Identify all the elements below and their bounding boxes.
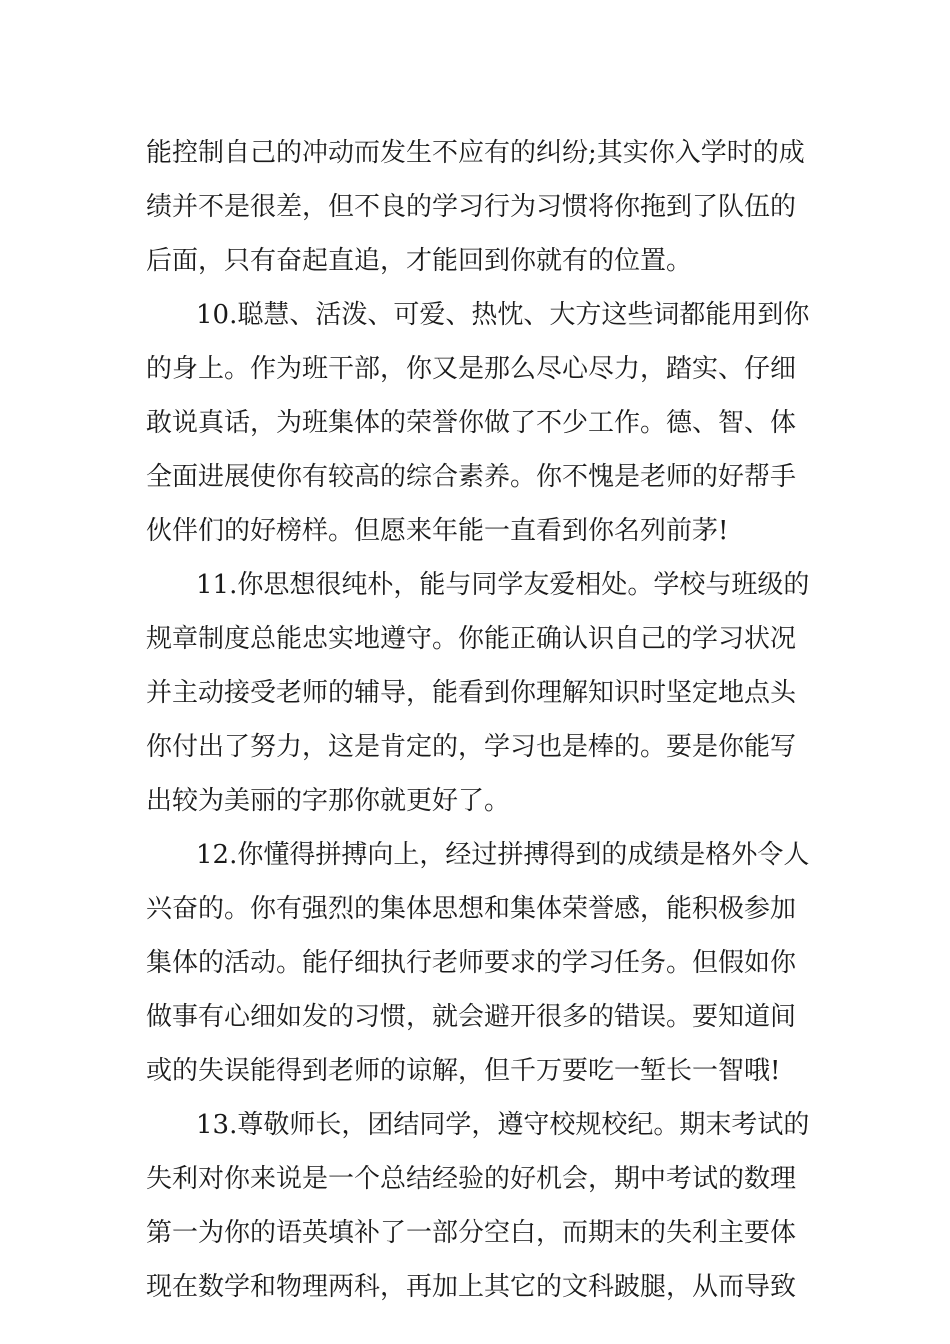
text-line: 敢说真话，为班集体的荣誉你做了不少工作。德、智、体 bbox=[146, 408, 797, 438]
text-line: 并主动接受老师的辅导，能看到你理解知识时坚定地点头 bbox=[146, 678, 797, 708]
paragraph-13-start: 13.尊敬师长，团结同学，遵守校规校纪。期末考试的 bbox=[196, 1110, 810, 1140]
text-line: 后面，只有奋起直追，才能回到你就有的位置。 bbox=[146, 246, 693, 276]
text-line: 出较为美丽的字那你就更好了。 bbox=[146, 786, 511, 816]
paragraph-12-start: 12.你懂得拼搏向上，经过拼搏得到的成绩是格外令人 bbox=[196, 840, 810, 870]
text-line: 集体的活动。能仔细执行老师要求的学习任务。但假如你 bbox=[146, 948, 797, 978]
text-line: 第一为你的语英填补了一部分空白，而期末的失利主要体 bbox=[146, 1218, 797, 1248]
text-line: 你付出了努力，这是肯定的，学习也是棒的。要是你能写 bbox=[146, 732, 797, 762]
text-line: 绩并不是很差，但不良的学习行为习惯将你拖到了队伍的 bbox=[146, 192, 797, 222]
text-line: 的身上。作为班干部，你又是那么尽心尽力，踏实、仔细 bbox=[146, 354, 797, 384]
paragraph-10-start: 10.聪慧、活泼、可爱、热忱、大方这些词都能用到你 bbox=[196, 300, 810, 330]
text-line: 伙伴们的好榜样。但愿来年能一直看到你名列前茅! bbox=[146, 516, 729, 546]
text-line: 做事有心细如发的习惯，就会避开很多的错误。要知道间 bbox=[146, 1002, 797, 1032]
text-line: 现在数学和物理两科，再加上其它的文科跛腿，从而导致 bbox=[146, 1272, 797, 1302]
document-body bbox=[146, 126, 816, 1314]
text-line: 兴奋的。你有强烈的集体思想和集体荣誉感，能积极参加 bbox=[146, 894, 797, 924]
text-line: 全面进展使你有较高的综合素养。你不愧是老师的好帮手 bbox=[146, 462, 797, 492]
paragraph-11-start: 11.你思想很纯朴，能与同学友爱相处。学校与班级的 bbox=[196, 570, 810, 600]
text-line: 或的失误能得到老师的谅解，但千万要吃一堑长一智哦! bbox=[146, 1056, 781, 1086]
text-line: 能控制自己的冲动而发生不应有的纠纷;其实你入学时的成 bbox=[146, 138, 805, 168]
text-line: 失利对你来说是一个总结经验的好机会，期中考试的数理 bbox=[146, 1164, 797, 1194]
text-line: 规章制度总能忠实地遵守。你能正确认识自己的学习状况 bbox=[146, 624, 797, 654]
